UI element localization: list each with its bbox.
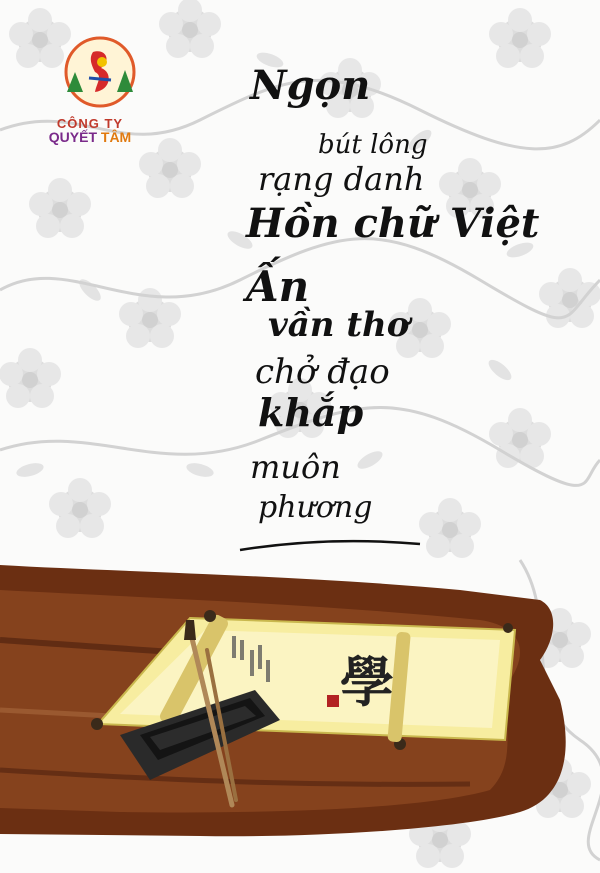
poem-line-10: phương	[258, 490, 373, 525]
poem-line-8: khắp	[258, 390, 364, 435]
poem-line-7: chở đạo	[255, 352, 390, 392]
red-seal	[327, 695, 339, 707]
company-logo	[45, 32, 155, 112]
company-name	[30, 129, 150, 145]
poem-line-6: vần thơ	[268, 305, 410, 345]
poem-line-2: bút lông	[318, 130, 428, 160]
company-label: CÔNG TY	[56, 116, 124, 131]
scroll-character: 學	[340, 650, 394, 714]
company-name-part1: QUYẾT	[48, 129, 97, 145]
poem-line-3: rạng danh	[258, 160, 425, 198]
poem-line-9: muôn	[250, 448, 341, 486]
poem-line-5: Ấn	[246, 262, 310, 311]
poem-underline-flourish	[230, 530, 430, 560]
poem-line-4: Hồn chữ Việt	[246, 200, 540, 247]
company-name-part2: TÂM	[100, 129, 132, 145]
poem-line-1: Ngọn	[250, 62, 371, 109]
